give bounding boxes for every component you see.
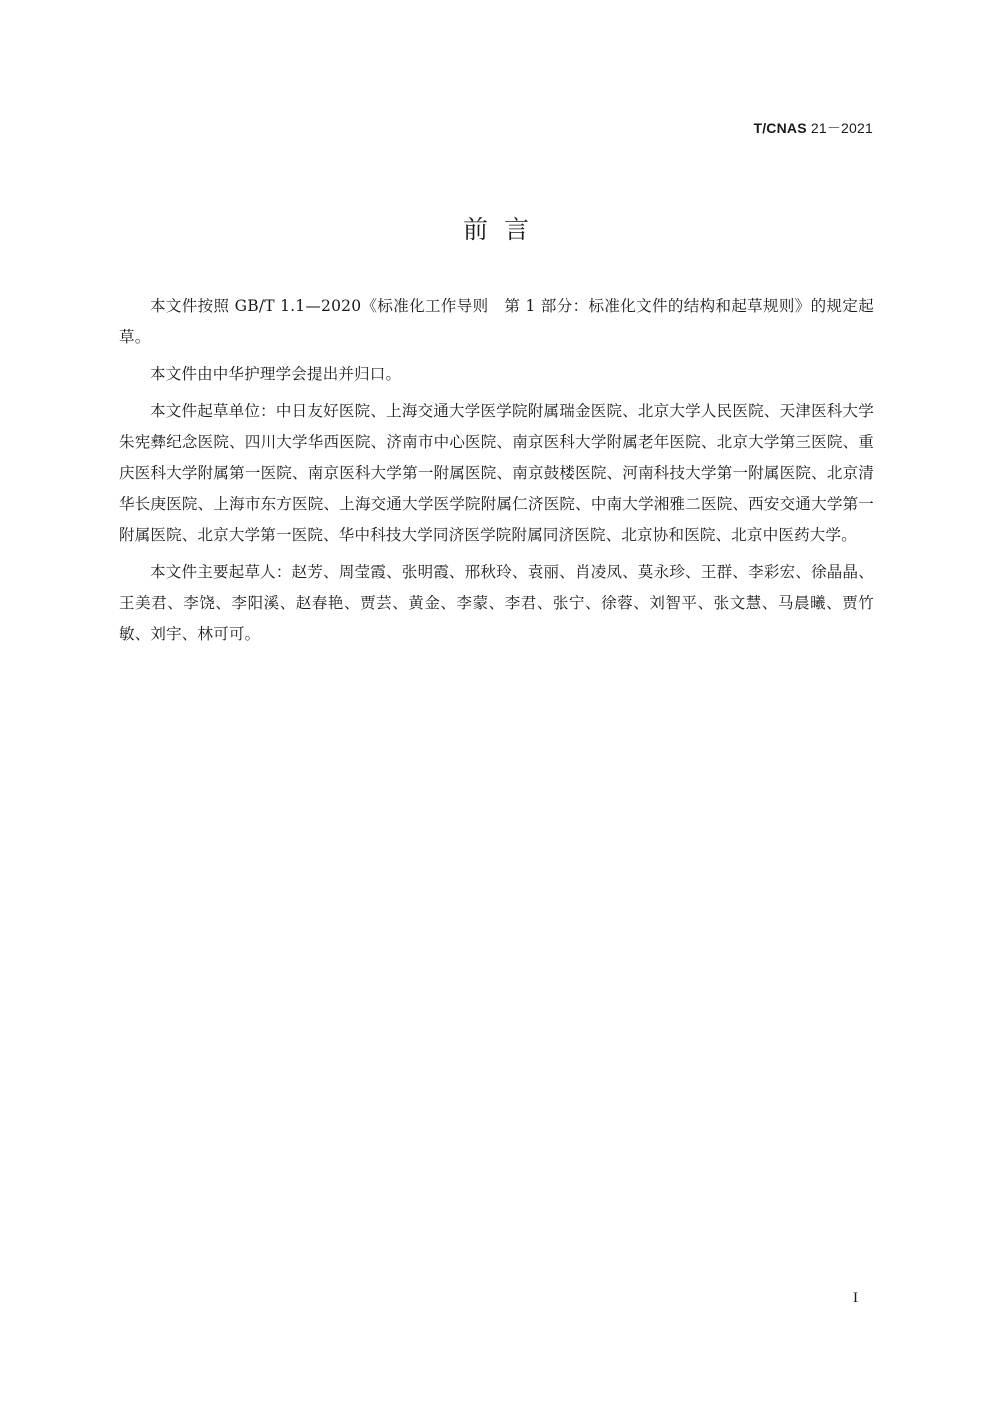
foreword-body [119, 291, 874, 656]
document-code-prefix: T/CNAS [753, 120, 807, 136]
page-title: 前言 [462, 215, 545, 244]
paragraph-proposer: 本文件由中华护理学会提出并归口。 [150, 365, 402, 383]
document-code [753, 118, 873, 138]
page-number: I [853, 1290, 858, 1306]
paragraph-main-drafters: 本文件主要起草人：赵芳、周莹霞、张明霞、邢秋玲、袁丽、肖凌凤、莫永珍、王群、李彩宏、徐晶晶、王美君、李饶、李阳溪、赵春艳、贾芸、黄金、李蒙、李君、张宁、徐蓉、刘智平、张文慧、马晨曦、贾竹敏、刘宇、林可可。 [119, 563, 874, 643]
document-code-number: 21－2021 [806, 120, 873, 136]
paragraph-drafting-units: 本文件起草单位：中日友好医院、上海交通大学医学院附属瑞金医院、北京大学人民医院、天津医科大学朱宪彝纪念医院、四川大学华西医院、济南市中心医院、南京医科大学附属老年医院、北京大学第三医院、重庆医科大学附属第一医院、南京医科大学第一附属医院、南京鼓楼医院、河南科技大学第一附属医院、北京清华长庚医院、上海市东方医院、上海交通大学医学院附属仁济医院、中南大学湘雅二医院、西安交通大学第一附属医院、北京大学第一医院、华中科技大学同济医学院附属同济医院、北京协和医院、北京中医药大学。 [119, 402, 874, 544]
paragraph-drafting-basis: 本文件按照 GB/T 1.1—2020《标准化工作导则 第 1 部分：标准化文件的结构和起草规则》的规定起草。 [119, 297, 874, 346]
